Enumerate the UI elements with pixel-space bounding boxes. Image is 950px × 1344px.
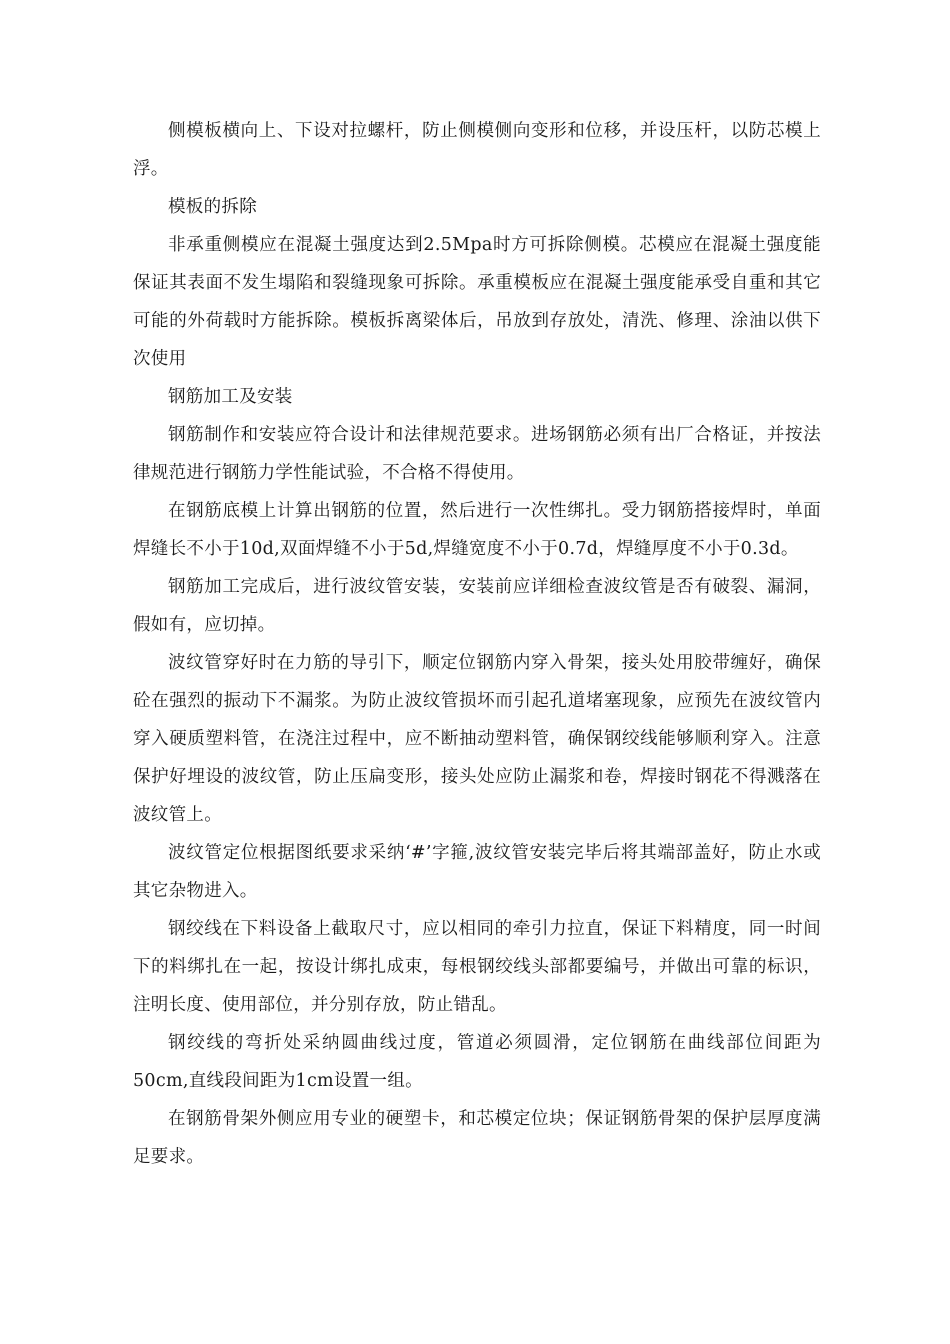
paragraph-rebar-requirements: 钢筋制作和安装应符合设计和法律规范要求。进场钢筋必须有出厂合格证，并按法律规范进行钢筋力学性能试验，不合格不得使用。 xyxy=(133,425,821,483)
paragraph-duct-install: 钢筋加工完成后，进行波纹管安装，安装前应详细检查波纹管是否有破裂、漏洞，假如有，应切掉。 xyxy=(133,577,821,635)
heading-rebar-processing: 钢筋加工及安装 xyxy=(168,387,293,407)
paragraph-strand-bending: 钢绞线的弯折处采纳圆曲线过度，管道必须圆滑，定位钢筋在曲线部位间距为50cm,直线段间距为1cm设置一组。 xyxy=(133,1033,821,1091)
paragraph-formwork-removal: 非承重侧模应在混凝土强度达到2.5Mpa时方可拆除侧模。芯模应在混凝土强度能保证其表面不发生塌陷和裂缝现象可拆除。承重模板应在混凝土强度能承受自重和其它可能的外荷载时方能拆除。模板拆离梁体后，吊放到存放处，清洗、修理、涂油以供下次使用 xyxy=(133,235,821,369)
paragraph-rebar-welding: 在钢筋底模上计算出钢筋的位置，然后进行一次性绑扎。受力钢筋搭接焊时，单面焊缝长不小于10d,双面焊缝不小于5d,焊缝宽度不小于0.7d，焊缝厚度不小于0.3d。 xyxy=(133,501,821,559)
paragraph-side-formwork: 侧模板横向上、下设对拉螺杆，防止侧模侧向变形和位移，并设压杆，以防芯模上浮。 xyxy=(133,121,821,179)
document-body xyxy=(133,112,821,1176)
paragraph-cover-spacers: 在钢筋骨架外侧应用专业的硬塑卡，和芯模定位块；保证钢筋骨架的保护层厚度满足要求。 xyxy=(133,1109,821,1167)
paragraph-duct-positioning: 波纹管定位根据图纸要求采纳‘#’字箍,波纹管安装完毕后将其端部盖好，防止水或其它杂物进入。 xyxy=(133,843,821,901)
paragraph-strand-cutting: 钢绞线在下料设备上截取尺寸，应以相同的牵引力拉直，保证下料精度，同一时间下的料绑扎在一起，按设计绑扎成束，每根钢绞线头部都要编号，并做出可靠的标识，注明长度、使用部位，并分别存放，防止错乱。 xyxy=(133,919,821,1015)
heading-formwork-removal: 模板的拆除 xyxy=(168,197,257,217)
paragraph-duct-threading: 波纹管穿好时在力筋的导引下，顺定位钢筋内穿入骨架，接头处用胶带缠好，确保砼在强烈的振动下不漏浆。为防止波纹管损坏而引起孔道堵塞现象，应预先在波纹管内穿入硬质塑料管，在浇注过程中，应不断抽动塑料管，确保钢绞线能够顺利穿入。注意保护好埋设的波纹管，防止压扁变形，接头处应防止漏浆和卷，焊接时钢花不得溅落在波纹管上。 xyxy=(133,653,821,825)
